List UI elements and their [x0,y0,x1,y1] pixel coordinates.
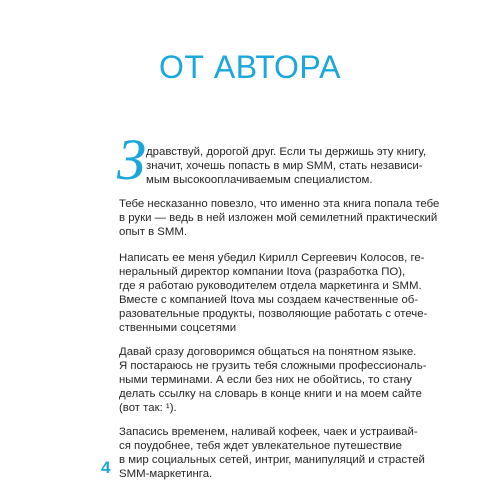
text-line: где я работаю руководителем отдела маркетинга и SMM. [119,280,422,292]
text-line: дравствуй, дорогой друг. Если ты держишь эту книгу, [146,146,427,158]
chapter-title: ОТ АВТОРА [159,49,341,85]
text-line: Запасись временем, наливай кофеек, чаек и устраивай- [119,426,418,438]
drop-cap: З [117,127,146,192]
text-line: значит, хочешь попасть в мир SMM, стать независи- [146,160,423,172]
text-line: разовательные продукты, позволяющие работать с отече- [119,308,428,320]
text-line: мым высокооплачиваемым специалистом. [146,174,373,186]
text-line: Вместе с компанией Itova мы создаем качественные об- [119,294,419,306]
text-line: неральный директор компании Itova (разработка ПО), [119,266,406,278]
text-line: Написать ее меня убедил Кирилл Сергеевич Колосов, ге- [119,252,425,264]
text-line: опыт в SMM. [119,226,188,238]
text-line: делать ссылку на словарь в конце книги и на моем сайте [119,388,422,400]
text-line: Давай сразу договоримся общаться на понятном языке. [119,346,417,358]
text-line: Я постараюсь не грузить тебя сложными профессиональ- [119,360,427,372]
text-line: ными терминами. А если без них не обойтись, то стану [119,374,412,386]
text-line: SMM-маркетинга. [119,468,213,480]
text-line: Тебе несказанно повезло, что именно эта книга попала тебе [119,198,440,210]
text-line: в руки — ведь в ней изложен мой семилетний практический [119,212,438,224]
page-number: 4 [101,458,111,477]
text-line: ся поудобнее, тебя ждет увлекательное путешествие [119,440,402,452]
text-line: ственными соцсетями [119,322,237,334]
text-line: в мир социальных сетей, интриг, манипуляций и страстей [119,454,425,466]
text-line: (вот так: ¹). [119,402,177,414]
